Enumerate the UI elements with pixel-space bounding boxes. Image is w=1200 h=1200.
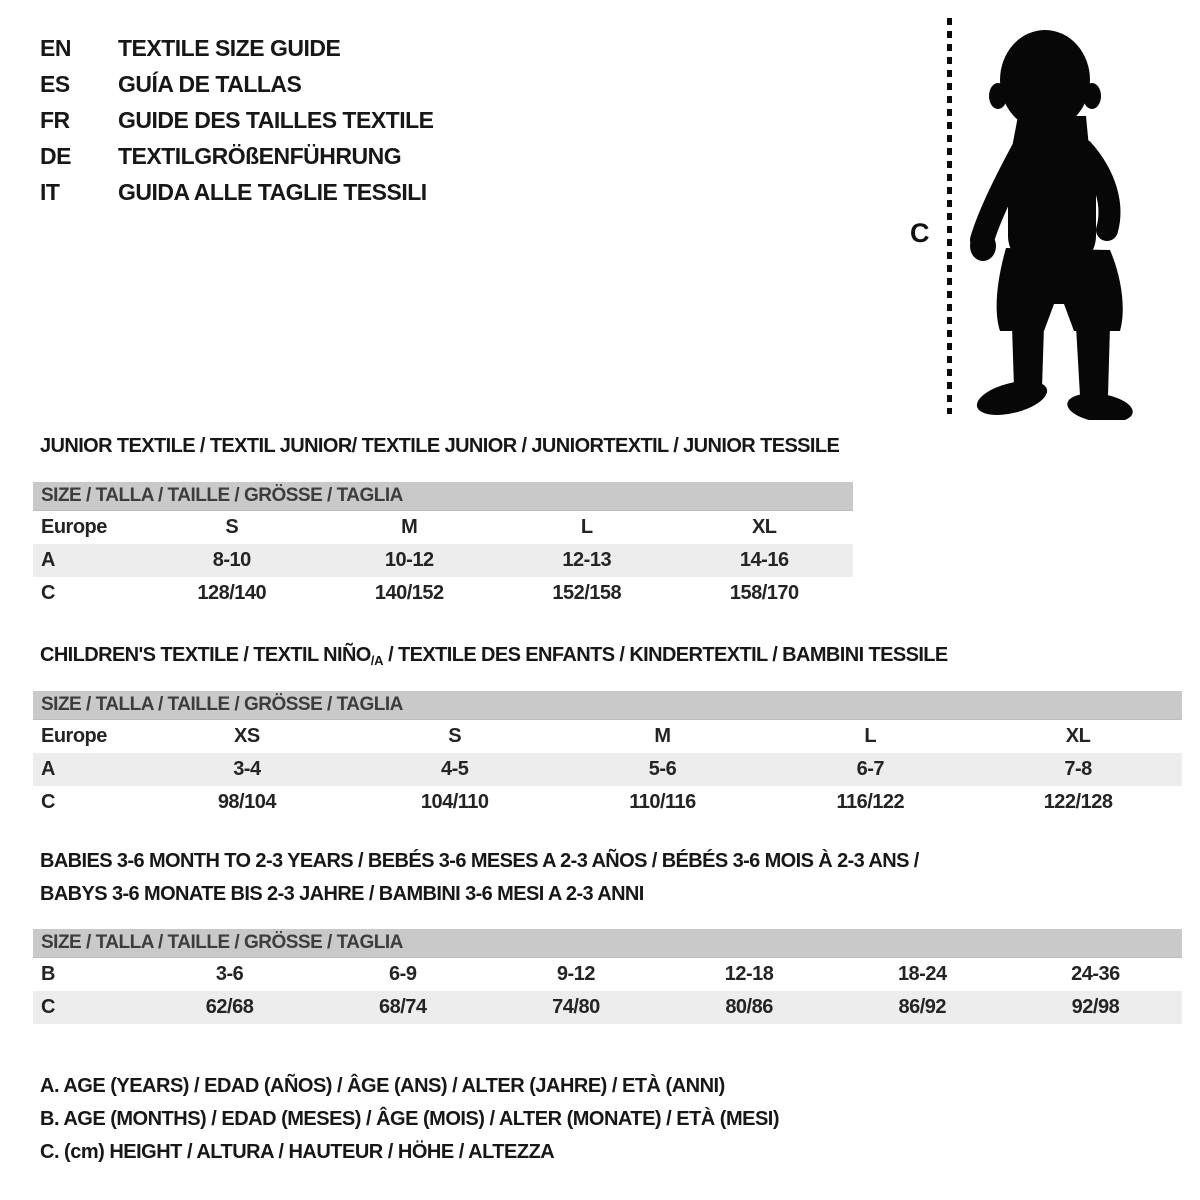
guide-title-es: GUÍA DE TALLAS (118, 70, 302, 97)
language-code: FR (40, 106, 70, 133)
height-measure-label: C (910, 218, 929, 248)
height-cell: 92/98 (1071, 996, 1120, 1018)
language-row-de (40, 138, 434, 174)
height-cell: 98/104 (217, 791, 276, 813)
age-cell: 4-5 (440, 758, 469, 780)
junior-section-title: JUNIOR TEXTILE / TEXTIL JUNIOR/ TEXTILE JUNIOR / JUNIORTEXTIL / JUNIOR TESSILE (40, 435, 840, 457)
age-cell: 6-9 (389, 963, 417, 985)
row-label: B (41, 963, 55, 985)
age-cell: 9-12 (556, 963, 595, 985)
children-title-post: / TEXTILE DES ENFANTS / KINDERTEXTIL / BAMBINI TESSILE (383, 644, 948, 666)
height-cell: 152/158 (552, 582, 622, 604)
age-cell: 6-7 (856, 758, 884, 780)
legend-age-months: B. AGE (MONTHS) / EDAD (MESES) / ÂGE (MOIS) / ALTER (MONATE) / ETÀ (MESI) (40, 1108, 780, 1130)
age-cell: 10-12 (384, 549, 434, 571)
size-cell: S (225, 516, 239, 538)
table-row-height (33, 577, 853, 610)
children-size-table (33, 691, 1182, 819)
babies-size-table (33, 929, 1182, 1024)
table-row-age-months (33, 958, 1182, 991)
age-cell: 12-18 (724, 963, 774, 985)
guide-title-fr: GUIDE DES TAILLES TEXTILE (118, 106, 434, 133)
measurement-legend (40, 1070, 779, 1169)
size-cell: M (401, 516, 418, 538)
age-cell: 3-4 (233, 758, 261, 780)
age-cell: 12-13 (562, 549, 612, 571)
height-cell: 104/110 (420, 791, 489, 813)
age-cell: 8-10 (212, 549, 251, 571)
age-cell: 5-6 (648, 758, 677, 780)
size-table-header: SIZE / TALLA / TAILLE / GRÖSSE / TAGLIA (33, 929, 1182, 958)
size-table-header: SIZE / TALLA / TAILLE / GRÖSSE / TAGLIA (33, 482, 853, 511)
height-cell: 80/86 (725, 996, 773, 1018)
babies-section-title-line2: BABYS 3-6 MONATE BIS 2-3 JAHRE / BAMBINI 3-6 MESI A 2-3 ANNI (40, 883, 644, 905)
children-title-pre: CHILDREN'S TEXTILE / TEXTIL NIÑO (40, 644, 371, 666)
size-cell: XL (1065, 725, 1091, 747)
table-row-height (33, 991, 1182, 1024)
height-cell: 158/170 (729, 582, 799, 604)
row-label: C (41, 582, 55, 604)
age-cell: 3-6 (215, 963, 244, 985)
row-label: C (41, 996, 55, 1018)
size-table-header: SIZE / TALLA / TAILLE / GRÖSSE / TAGLIA (33, 691, 1182, 720)
size-cell: L (864, 725, 877, 747)
children-section-title (40, 644, 948, 668)
height-cell: 74/80 (552, 996, 600, 1018)
age-cell: 7-8 (1064, 758, 1092, 780)
age-cell: 14-16 (739, 549, 789, 571)
table-row-europe (33, 511, 853, 544)
row-label: Europe (41, 516, 107, 538)
guide-title-de: TEXTILGRÖßENFÜHRUNG (118, 142, 402, 169)
height-cell: 110/116 (629, 791, 696, 813)
language-code: DE (40, 142, 71, 169)
height-cell: 122/128 (1043, 791, 1113, 813)
row-label: Europe (41, 725, 107, 747)
height-cell: 140/152 (374, 582, 444, 604)
language-row-en (40, 30, 434, 66)
table-row-europe (33, 720, 1182, 753)
guide-title-en: TEXTILE SIZE GUIDE (118, 34, 341, 61)
language-code: ES (40, 70, 70, 97)
size-cell: M (654, 725, 671, 747)
size-cell: L (580, 516, 593, 538)
height-cell: 116/122 (836, 791, 905, 813)
row-label: C (41, 791, 55, 813)
guide-title-it: GUIDA ALLE TAGLIE TESSILI (118, 178, 427, 205)
height-cell: 86/92 (898, 996, 947, 1018)
row-label: A (41, 549, 55, 571)
language-row-fr (40, 102, 434, 138)
legend-age-years: A. AGE (YEARS) / EDAD (AÑOS) / ÂGE (ANS) / ALTER (JAHRE) / ETÀ (ANNI) (40, 1075, 725, 1097)
table-row-height (33, 786, 1182, 819)
language-row-it (40, 174, 434, 210)
children-title-sub: /A (370, 653, 384, 668)
row-label: A (41, 758, 55, 780)
height-cell: 128/140 (197, 582, 267, 604)
babies-section-title-line1: BABIES 3-6 MONTH TO 2-3 YEARS / BEBÉS 3-6 MESES A 2-3 AÑOS / BÉBÉS 3-6 MOIS À 2-3 ANS / (40, 850, 919, 872)
size-cell: XS (234, 725, 260, 747)
table-row-age (33, 544, 853, 577)
junior-size-table (33, 482, 853, 610)
height-measure-dashed-line (947, 18, 952, 414)
baby-silhouette-icon (968, 28, 1140, 420)
height-cell: 68/74 (378, 996, 427, 1018)
height-cell: 62/68 (205, 996, 254, 1018)
size-cell: S (448, 725, 462, 747)
language-code: IT (40, 178, 60, 205)
size-cell: XL (751, 516, 777, 538)
age-cell: 24-36 (1071, 963, 1120, 985)
language-title-list (40, 30, 434, 210)
table-row-age (33, 753, 1182, 786)
legend-height-cm: C. (cm) HEIGHT / ALTURA / HAUTEUR / HÖHE / ALTEZZA (40, 1141, 555, 1163)
language-row-es (40, 66, 434, 102)
age-cell: 18-24 (897, 963, 947, 985)
language-code: EN (40, 34, 71, 61)
